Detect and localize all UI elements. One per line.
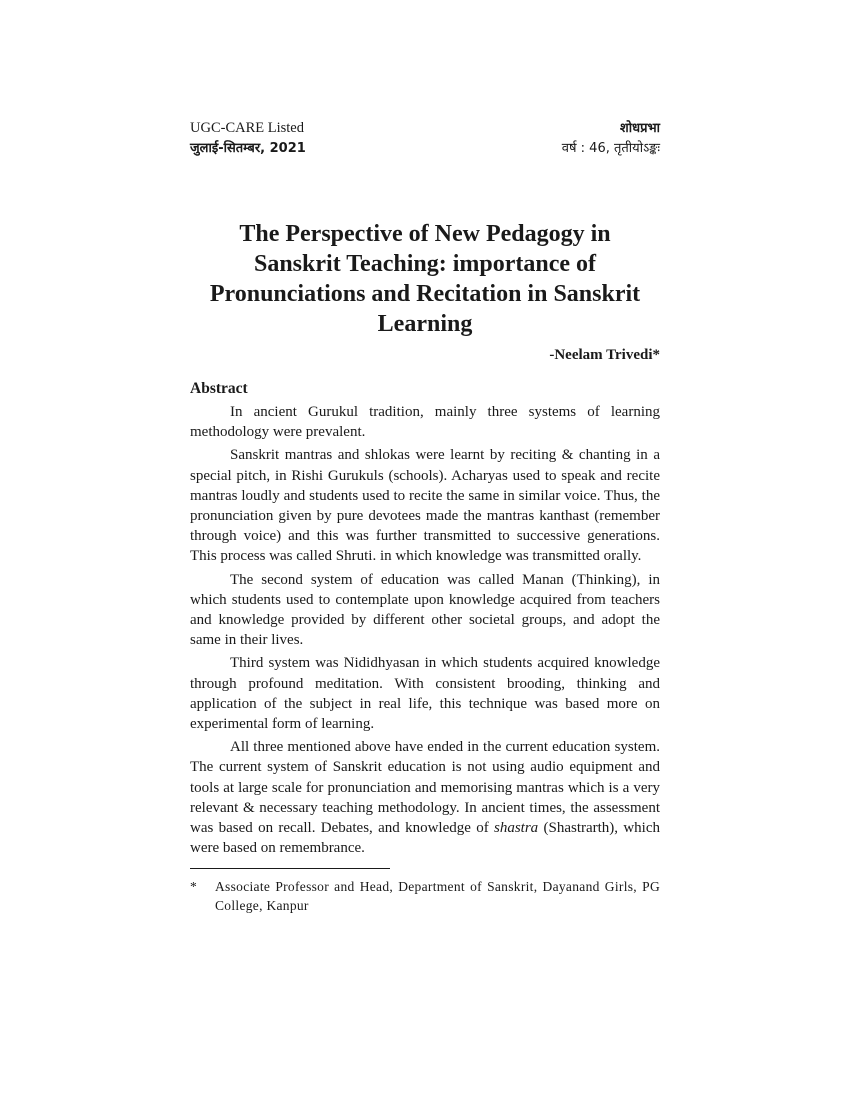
footnote-divider xyxy=(190,868,390,869)
abstract-paragraph-4: Third system was Nididhyasan in which students acquired knowledge through profound meditation. With consistent brooding, thinking and application of the subject in real life, this technique was based more on experimental form of learning. xyxy=(190,655,660,733)
article-page xyxy=(190,118,660,915)
author-name: -Neelam Trivedi* xyxy=(549,347,660,363)
paragraph-text: (Shastrarth), which were based on remembrance. xyxy=(190,820,661,857)
issue-volume: वर्ष : 46, तृतीयोऽङ्कः xyxy=(561,141,660,156)
abstract-heading: Abstract xyxy=(190,380,248,397)
abstract-paragraph-5 xyxy=(190,737,660,858)
abstract-paragraph-2: Sanskrit mantras and shlokas were learnt by reciting & chanting in a special pitch, in Rishi Gurukuls (schools). Acharyas used to speak and recite mantras loudly and students used to recite the same in similar voice. Thus, the pronunciation given by pure devotees made the mantras kanthast (remember through voice) and this was further transmitted to successive generations. This process was called Shruti. in which knowledge was transmitted orally. xyxy=(190,447,660,565)
journal-name: शोधप्रभा xyxy=(619,121,660,136)
abstract-paragraph-3: The second system of education was called Manan (Thinking), in which students used to contemplate upon knowledge acquired from teachers and knowledge provided by different other societal groups, and adopt the same in their lives. xyxy=(190,571,660,649)
paragraph-text: All three mentioned above have ended in the current education system. The current system of Sanskrit education is not using audio equipment and tools at large scale for pronunciation and memorising mantras which is a very relevant & necessary teaching methodology. In ancient times, the assessment was based on recall. Debates, and knowledge of xyxy=(190,739,660,837)
footnote-mark: * xyxy=(190,879,198,895)
header-row-2 xyxy=(190,139,660,159)
article-title: The Perspective of New Pedagogy in Sanskrit Teaching: importance of Pronunciations and Recitation in Sanskrit Learning xyxy=(209,221,641,337)
journal-listing: UGC-CARE Listed xyxy=(190,120,304,136)
issue-date: जुलाई-सितम्बर, 2021 xyxy=(190,141,306,156)
footnote-text: Associate Professor and Head, Department of Sanskrit, Dayanand Girls, PG College, Kanpur xyxy=(215,879,660,914)
italic-term: shastra xyxy=(494,820,539,837)
footnote xyxy=(190,877,660,915)
abstract-paragraph-1: In ancient Gurukul tradition, mainly three systems of learning methodology were prevalent. xyxy=(190,404,660,441)
header-row-1 xyxy=(190,118,660,139)
